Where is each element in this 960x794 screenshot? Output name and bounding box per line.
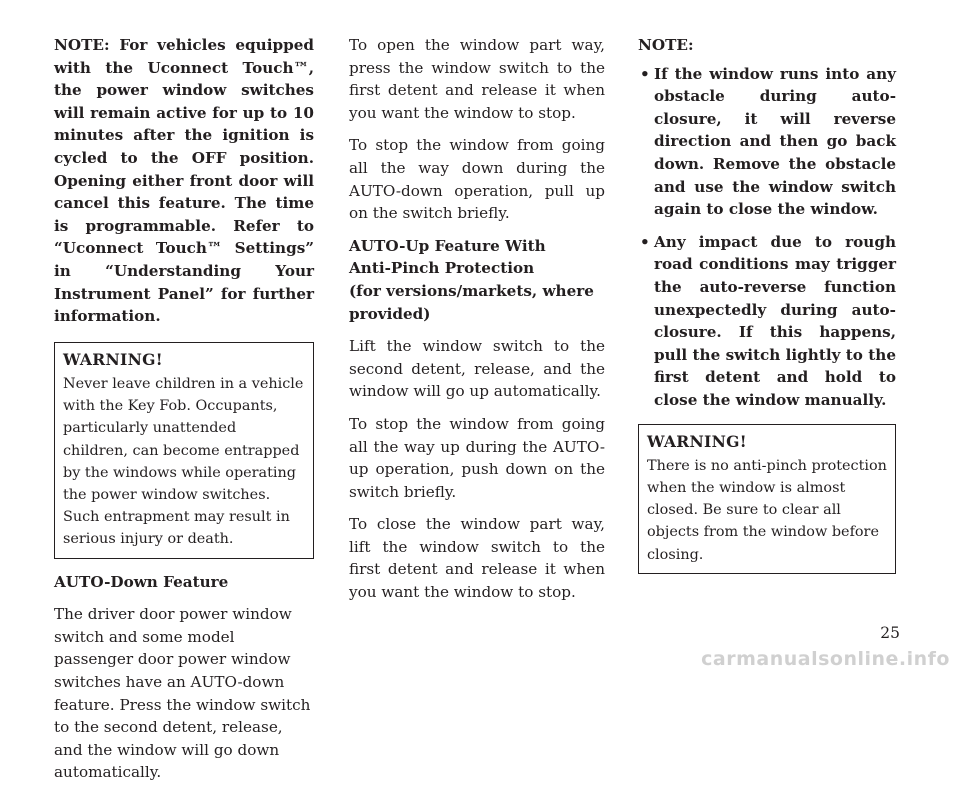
warning-title: WARNING! bbox=[63, 349, 163, 369]
auto-down-heading: AUTO-Down Feature bbox=[54, 572, 229, 591]
auto-down-text: The driver door power window switch and some model passenger door power window switches have an AUTO-down feature. Press the window switch to the second detent, release, and the window will go down automatically. bbox=[54, 605, 311, 782]
close-part-way-text: To close the window part way, lift the window switch to the first detent and release it when you want the window to stop. bbox=[349, 515, 605, 602]
auto-up-heading-line3: (for versions/markets, where provided) bbox=[349, 281, 594, 323]
bullet-icon: • bbox=[640, 232, 650, 251]
auto-up-heading-line2: Anti-Pinch Protection bbox=[349, 259, 535, 278]
auto-up-heading bbox=[349, 235, 605, 325]
uconnect-note: NOTE: For vehicles equipped with the Uconnect Touch™, the power window switches will remain active for up to 10 minutes after the ignition is cycled to the OFF position. Opening either front door will cancel this feature. The time is programmable. Refer to “Uconnect Touch™ Settings” in “Understanding Your Instrument Panel” for further information. bbox=[54, 36, 314, 326]
note-bullet-list bbox=[638, 63, 896, 412]
list-item bbox=[638, 63, 896, 221]
warning-title: WARNING! bbox=[647, 431, 747, 451]
bullet-text-obstacle: If the window runs into any obstacle during auto-closure, it will reverse direction and then go back down. Remove the obstacle and use the window switch again to close the window. bbox=[654, 64, 896, 219]
bullet-icon: • bbox=[640, 64, 650, 83]
column-middle bbox=[349, 34, 605, 614]
stop-auto-up-text: To stop the window from going all the way up during the AUTO-up operation, push down on the switch briefly. bbox=[349, 414, 605, 501]
column-left bbox=[54, 34, 314, 794]
auto-up-heading-line1: AUTO-Up Feature With bbox=[349, 236, 546, 255]
bullet-text-impact: Any impact due to rough road conditions may trigger the auto-reverse function unexpectedly during auto-closure. If this happens, pull the switch lightly to the first detent and hold to close the window manually. bbox=[654, 232, 896, 409]
warning-text: There is no anti-pinch protection when the window is almost closed. Be sure to clear all objects from the window before closing. bbox=[647, 457, 887, 563]
auto-up-text: Lift the window switch to the second detent, release, and the window will go up automatically. bbox=[349, 337, 605, 401]
warning-box-anti-pinch bbox=[638, 424, 896, 574]
list-item bbox=[638, 231, 896, 412]
stop-auto-down-text: To stop the window from going all the way down during the AUTO-down operation, pull up on the switch briefly. bbox=[349, 136, 605, 223]
page-number: 25 bbox=[880, 624, 900, 642]
warning-text: Never leave children in a vehicle with the Key Fob. Occupants, particularly unattended children, can become entrapped by the windows while operating the power window switches. Such entrapment may result in serious injury or death. bbox=[63, 375, 304, 548]
note-label: NOTE: bbox=[638, 36, 694, 54]
open-part-way-text: To open the window part way, press the window switch to the first detent and release it when you want the window to stop. bbox=[349, 36, 605, 122]
watermark-text: carmanualsonline.info bbox=[701, 648, 950, 670]
column-right bbox=[638, 34, 896, 586]
warning-box-children bbox=[54, 342, 314, 559]
